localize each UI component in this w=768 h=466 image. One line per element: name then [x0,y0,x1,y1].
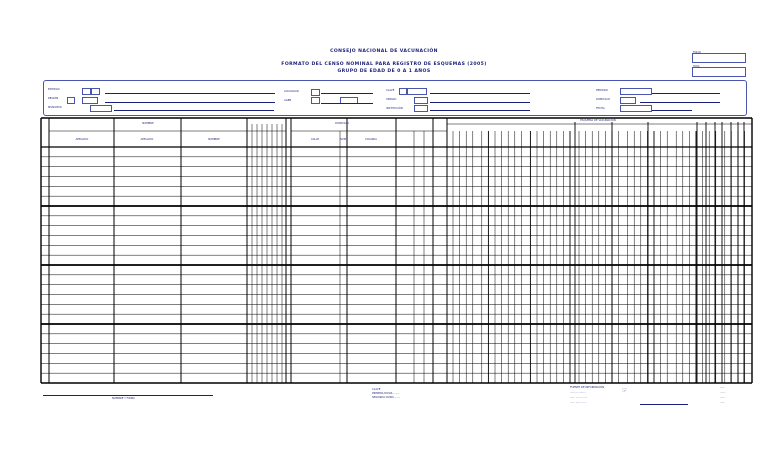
hdr-esquema: ESQUEMA DE VACUNACIÓN [580,119,616,122]
hdr-nombre: NOMBRE [142,122,154,125]
signature-label: NOMBRE Y FIRMA [112,397,135,400]
hdr-nombre-sub: NOMBRE [208,138,220,141]
domicilio-label: DOMICILIO [596,98,610,101]
note-mid-3: SEGUNDA DOSIS ....... [372,396,401,399]
note-mid-2: PRIMERA DOSIS ........ [372,392,400,395]
periodo-label: PERÍODO [596,89,608,92]
note-far-3: ...... [720,396,725,399]
form-age-group: GRUPO DE EDAD DE 0 A 1 AÑOS [337,69,431,74]
region-label: REGIÓN [48,97,59,100]
hdr-num: NÚM [339,138,347,141]
entidad-label: ENTIDAD [48,88,60,91]
signature-line[interactable] [43,395,213,396]
note-far-2: ....... [720,391,726,394]
hdr-colonia: COLONIA [365,138,377,141]
institucion-label: INSTITUCIÓN [386,107,403,110]
municipio-label: MUNICIPIO [48,106,62,109]
unidad-label: UNIDAD [386,98,397,101]
note-line [640,404,688,405]
ageb-label: AGEB [284,99,292,102]
fecha-label: FECHA [596,107,605,110]
hdr-domicilio: DOMICILIO [335,122,349,125]
localidad-label: LOCALIDAD [284,90,299,93]
note-mid-1: CLAVE [372,388,381,391]
form-title: CONSEJO NACIONAL DE VACUNACIÓN [330,49,438,54]
note-far-1: ...... [720,386,725,389]
note-right-2: ......... ......... [570,391,586,394]
hdr-apellido-2: APELLIDO [140,138,154,141]
note-right-4: ...... ...... ...... [570,401,587,404]
note-right-1: FUENTE DE INFORMACIÓN [570,386,605,389]
hdr-calle: CALLE [310,138,320,141]
form-subtitle: FORMATO DEL CENSO NOMINAL PARA REGISTRO DE ESQUEMAS (2005) [281,62,487,67]
hdr-apellido-1: APELLIDO [75,138,89,141]
note-far-4: ...... [720,401,725,404]
note-right-3: ...... ....... ...... [570,396,588,399]
clave-label: CLAVE [386,89,395,92]
pointer-icon: ☞ [622,387,628,394]
